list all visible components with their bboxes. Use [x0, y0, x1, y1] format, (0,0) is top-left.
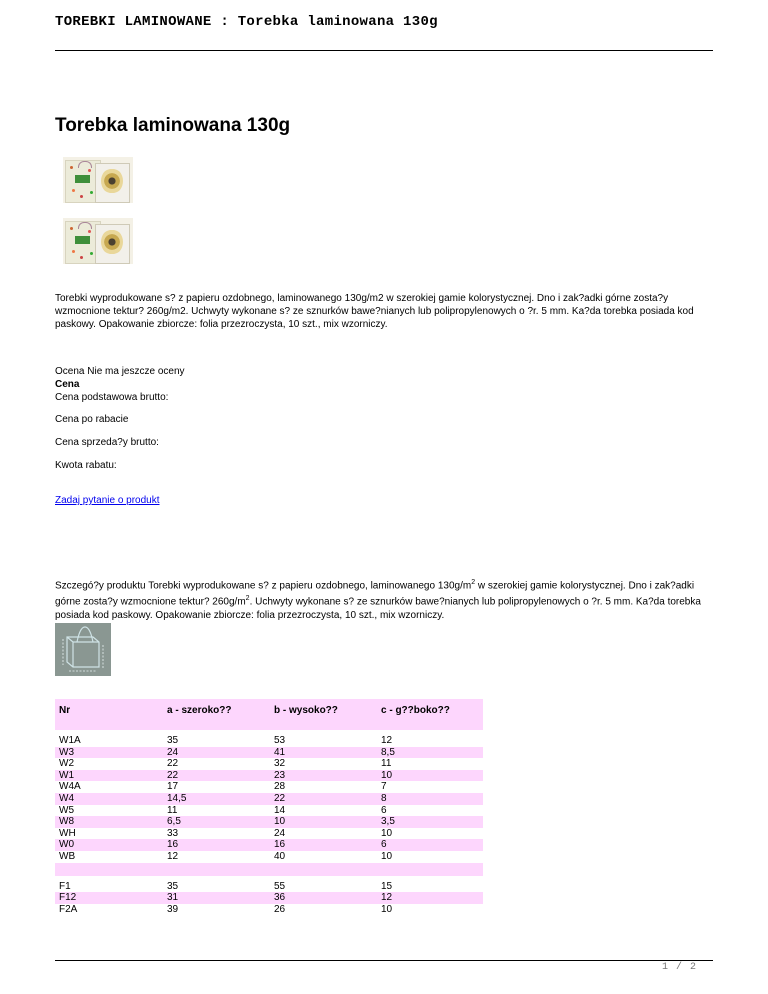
table-row — [55, 828, 483, 840]
dimensions-table — [55, 699, 483, 915]
table-cell: 26 — [274, 903, 286, 915]
table-cell: 22 — [163, 770, 270, 782]
table-cell: 16 — [163, 839, 270, 851]
table-cell: 40 — [274, 850, 286, 862]
table-cell: 3,5 — [377, 816, 483, 828]
details-text: . Uchwyty wykonane s? ze sznurków bawe?nianych lub polipropylenowych o ?r. 5 mm. Ka?da torebka posiada kod paskowy. Opakowanie zbiorcze: folia przezroczysta, 10 szt., mix wzorniczy. — [55, 596, 701, 621]
table-cell: 14,5 — [163, 793, 270, 805]
ask-question-link[interactable]: Zadaj pytanie o produkt — [55, 495, 160, 506]
table-cell: 12 — [381, 735, 393, 746]
base-price-label: Cena podstawowa brutto: — [55, 392, 169, 403]
table-cell: 10 — [377, 770, 483, 782]
table-cell: W2 — [59, 758, 74, 770]
bag-image — [95, 224, 130, 264]
table-row — [55, 770, 483, 782]
details-text: w szerokiej gamie kolorystycznej. Dno i zak?adki górne zosta?y wzmocnione tektur? 260g/m — [55, 580, 695, 608]
page-number: 1 / 2 — [662, 962, 698, 973]
table-row — [55, 816, 483, 828]
details-text: Szczegó?y produktu Torebki wyprodukowane s? z papieru ozdobnego, laminowanego 130g/m — [55, 580, 472, 592]
table-row — [55, 747, 483, 759]
table-cell: 10 — [381, 827, 393, 839]
bag-image — [95, 163, 130, 203]
table-cell: 28 — [274, 781, 286, 793]
table-cell: W1 — [55, 770, 163, 782]
column-header: a - szeroko?? — [163, 699, 270, 730]
header-rule — [55, 50, 713, 51]
table-cell: W1A — [59, 735, 81, 746]
table-cell: 6 — [381, 804, 387, 816]
table-cell: 22 — [270, 793, 377, 805]
discount-price-label: Cena po rabacie — [55, 414, 129, 425]
product-thumbnail-2[interactable] — [63, 218, 133, 264]
table-cell: 10 — [381, 850, 393, 862]
table-cell: 8,5 — [377, 747, 483, 759]
table-cell: WH — [59, 827, 76, 839]
table-cell: 12 — [377, 892, 483, 904]
table-spacer-row — [55, 863, 483, 876]
table-cell: 17 — [167, 781, 179, 793]
table-cell: 35 — [167, 880, 179, 892]
column-header: b - wysoko?? — [270, 699, 377, 730]
table-cell: F2A — [59, 903, 78, 915]
table-cell: 14 — [274, 804, 286, 816]
table-cell: 8 — [377, 793, 483, 805]
table-cell: 23 — [270, 770, 377, 782]
table-cell: 10 — [270, 816, 377, 828]
bag-dimensions-diagram — [55, 623, 111, 676]
table-row — [55, 851, 483, 863]
product-description: Torebki wyprodukowane s? z papieru ozdobnego, laminowanego 130g/m2 w szerokiej gamie kolorystycznej. Dno i zak?adki górne zosta?y wzmocnione tektur? 260g/m2. Uchwyty wykonane s? ze sznurków bawe?nianych lub polipropylenowych o ?r. 5 mm. Ka?da torebka posiada kod paskowy. Opakowanie zbiorcze: folia przezroczysta, 10 szt., mix wzorniczy. — [55, 293, 694, 330]
table-cell: 22 — [167, 758, 179, 770]
table-cell: 16 — [270, 839, 377, 851]
table-cell: 24 — [163, 747, 270, 759]
table-row — [55, 904, 483, 916]
product-title: Torebka laminowana 130g — [55, 115, 291, 136]
table-cell: 36 — [270, 892, 377, 904]
table-cell: 41 — [270, 747, 377, 759]
table-spacer — [55, 863, 483, 876]
table-cell: 32 — [274, 758, 286, 770]
table-cell: W3 — [55, 747, 163, 759]
table-row — [55, 805, 483, 817]
superscript: 2 — [245, 595, 250, 603]
table-cell: 31 — [163, 892, 270, 904]
bag-outline-icon — [55, 623, 111, 676]
table-cell: 12 — [167, 850, 179, 862]
table-cell: 39 — [167, 903, 179, 915]
ask-question-row — [55, 494, 160, 507]
table-cell: 6 — [377, 839, 483, 851]
table-row — [55, 839, 483, 851]
page-header: TOREBKI LAMINOWANE : Torebka laminowana 130g — [55, 14, 438, 30]
rating-value: Nie ma jeszcze oceny — [87, 366, 185, 377]
table-cell: 35 — [167, 735, 179, 746]
table-cell: F1 — [59, 880, 71, 892]
sale-price-label: Cena sprzeda?y brutto: — [55, 437, 159, 448]
table-cell: WB — [59, 850, 76, 862]
discount-amount-label: Kwota rabatu: — [55, 460, 117, 471]
product-thumbnail-1[interactable] — [63, 157, 133, 203]
table-cell: W8 — [55, 816, 163, 828]
table-row — [55, 876, 483, 893]
table-cell: 6,5 — [163, 816, 270, 828]
table-header-row — [55, 699, 483, 730]
superscript: 2 — [471, 579, 476, 586]
table-cell: 53 — [274, 735, 286, 746]
table-cell: W4A — [59, 781, 81, 793]
table-cell: 7 — [381, 781, 387, 793]
table-cell: W0 — [55, 839, 163, 851]
table-row — [55, 758, 483, 770]
product-details — [55, 576, 717, 622]
price-heading: Cena — [55, 379, 80, 390]
table-row — [55, 730, 483, 747]
table-cell: W5 — [59, 804, 74, 816]
table-cell: F12 — [55, 892, 163, 904]
table-cell: 11 — [167, 804, 178, 816]
table-cell: 15 — [381, 880, 393, 892]
table-row — [55, 892, 483, 904]
rating-row — [55, 365, 185, 378]
table-row — [55, 793, 483, 805]
table-row — [55, 781, 483, 793]
table-cell: 24 — [274, 827, 286, 839]
table-cell: 55 — [274, 880, 286, 892]
rating-label: Ocena — [55, 366, 85, 377]
footer-rule — [55, 960, 713, 961]
table-cell: 11 — [381, 758, 392, 770]
table-cell: W4 — [55, 793, 163, 805]
column-header: c - g??boko?? — [377, 699, 483, 730]
column-header: Nr — [55, 699, 163, 730]
table-cell: 33 — [167, 827, 179, 839]
table-cell: 10 — [381, 903, 393, 915]
